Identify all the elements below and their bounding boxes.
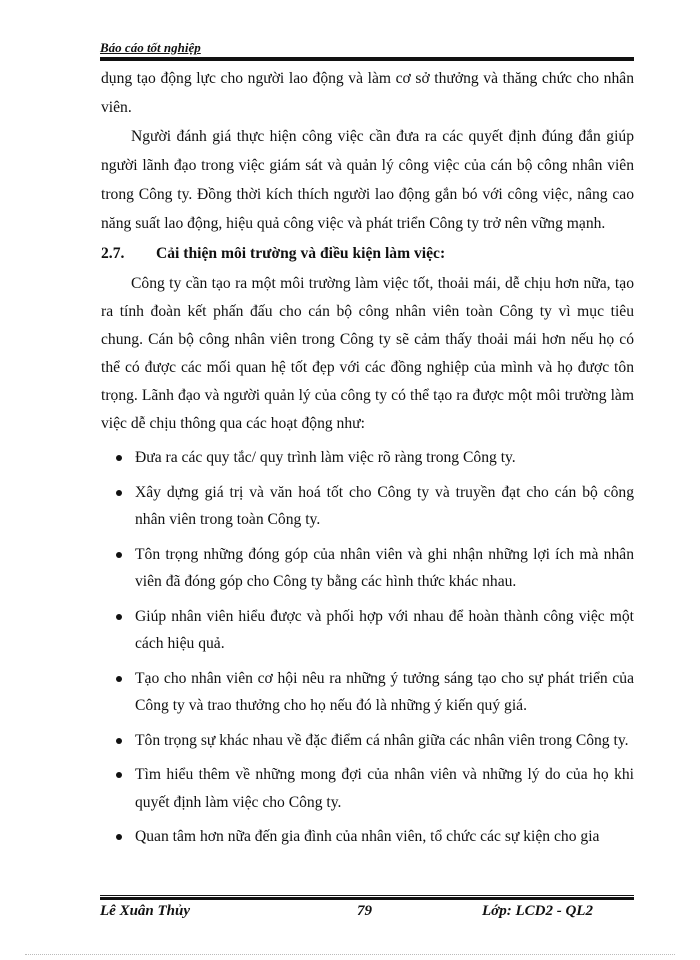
list-item — [101, 603, 634, 658]
footer-rule — [100, 895, 634, 900]
list-item — [101, 444, 634, 472]
paragraph-continuation: dụng tạo động lực cho người lao động và làm cơ sở thưởng và thăng chức cho nhân viên. — [101, 70, 634, 116]
footer-class: Lớp: LCD2 - QL2 — [482, 903, 593, 919]
bullet-icon — [116, 614, 122, 620]
bullet-icon — [116, 772, 122, 778]
list-item — [101, 761, 634, 816]
list-item — [101, 541, 634, 596]
header-rule — [100, 57, 634, 61]
paragraph-evaluation: Người đánh giá thực hiện công việc cần đưa ra các quyết định đúng đắn giúp người lãnh đạo trong việc giám sát và quản lý công việc của cán bộ công nhân viên trong Công ty. Đồng thời kích thích người lao động gắn bó với công việc, nâng cao năng suất lao động, hiệu quả công việc và phát triển Công ty trở nên vững mạnh. — [101, 128, 634, 232]
bullet-icon — [116, 834, 122, 840]
list-item — [101, 665, 634, 720]
list-item-text: Tôn trọng sự khác nhau về đặc điểm cá nhân giữa các nhân viên trong Công ty. — [135, 731, 629, 749]
bullet-icon — [116, 490, 122, 496]
page-number: 79 — [357, 903, 372, 919]
section-number: 2.7. — [101, 245, 125, 262]
page-bottom-divider — [25, 954, 675, 955]
section-heading — [101, 238, 634, 270]
bullet-list — [101, 444, 634, 851]
paragraph-environment: Công ty cần tạo ra một môi trường làm việc tốt, thoải mái, dễ chịu hơn nữa, tạo ra tính đoàn kết phấn đấu cho cán bộ công nhân viên toàn Công ty vì mục tiêu chung. Cán bộ công nhân viên trong Công ty sẽ cảm thấy thoải mái hơn nếu họ có thể có được các mối quan hệ tốt đẹp với các đồng nghiệp của mình và họ được tôn trọng. Lãnh đạo và người quản lý của công ty có thể tạo ra được một môi trường làm việc dễ chịu thông qua các hoạt động như: — [101, 275, 634, 432]
list-item — [101, 727, 634, 755]
list-item — [101, 823, 634, 851]
list-item-text: Xây dựng giá trị và văn hoá tốt cho Công ty và truyền đạt cho cán bộ công nhân viên trong toàn Công ty. — [135, 483, 634, 528]
list-item-text: Tôn trọng những đóng góp của nhân viên và ghi nhận những lợi ích mà nhân viên đã đóng góp cho Công ty bằng các hình thức khác nhau. — [135, 545, 634, 590]
list-item-text: Tìm hiểu thêm về những mong đợi của nhân viên và những lý do của họ khi quyết định làm việc cho Công ty. — [135, 766, 634, 811]
bullet-icon — [116, 455, 122, 461]
bullet-icon — [116, 552, 122, 558]
body-text — [101, 64, 634, 858]
footer-author: Lê Xuân Thủy — [100, 903, 191, 919]
list-item-text: Quan tâm hơn nữa đến gia đình của nhân viên, tổ chức các sự kiện cho gia — [135, 828, 600, 845]
list-item — [101, 479, 634, 534]
header-title: Báo cáo tốt nghiệp — [100, 40, 201, 55]
bullet-icon — [116, 738, 122, 744]
section-title: Cải thiện môi trường và điều kiện làm việc: — [156, 245, 446, 262]
bullet-icon — [116, 676, 122, 682]
list-item-text: Giúp nhân viên hiểu được và phối hợp với nhau để hoàn thành công việc một cách hiệu quả. — [135, 607, 634, 652]
list-item-text: Tạo cho nhân viên cơ hội nêu ra những ý tưởng sáng tạo cho sự phát triển của Công ty và trao thưởng cho họ nếu đó là những ý kiến quý giá. — [135, 669, 634, 714]
list-item-text: Đưa ra các quy tắc/ quy trình làm việc rõ ràng trong Công ty. — [135, 449, 516, 466]
